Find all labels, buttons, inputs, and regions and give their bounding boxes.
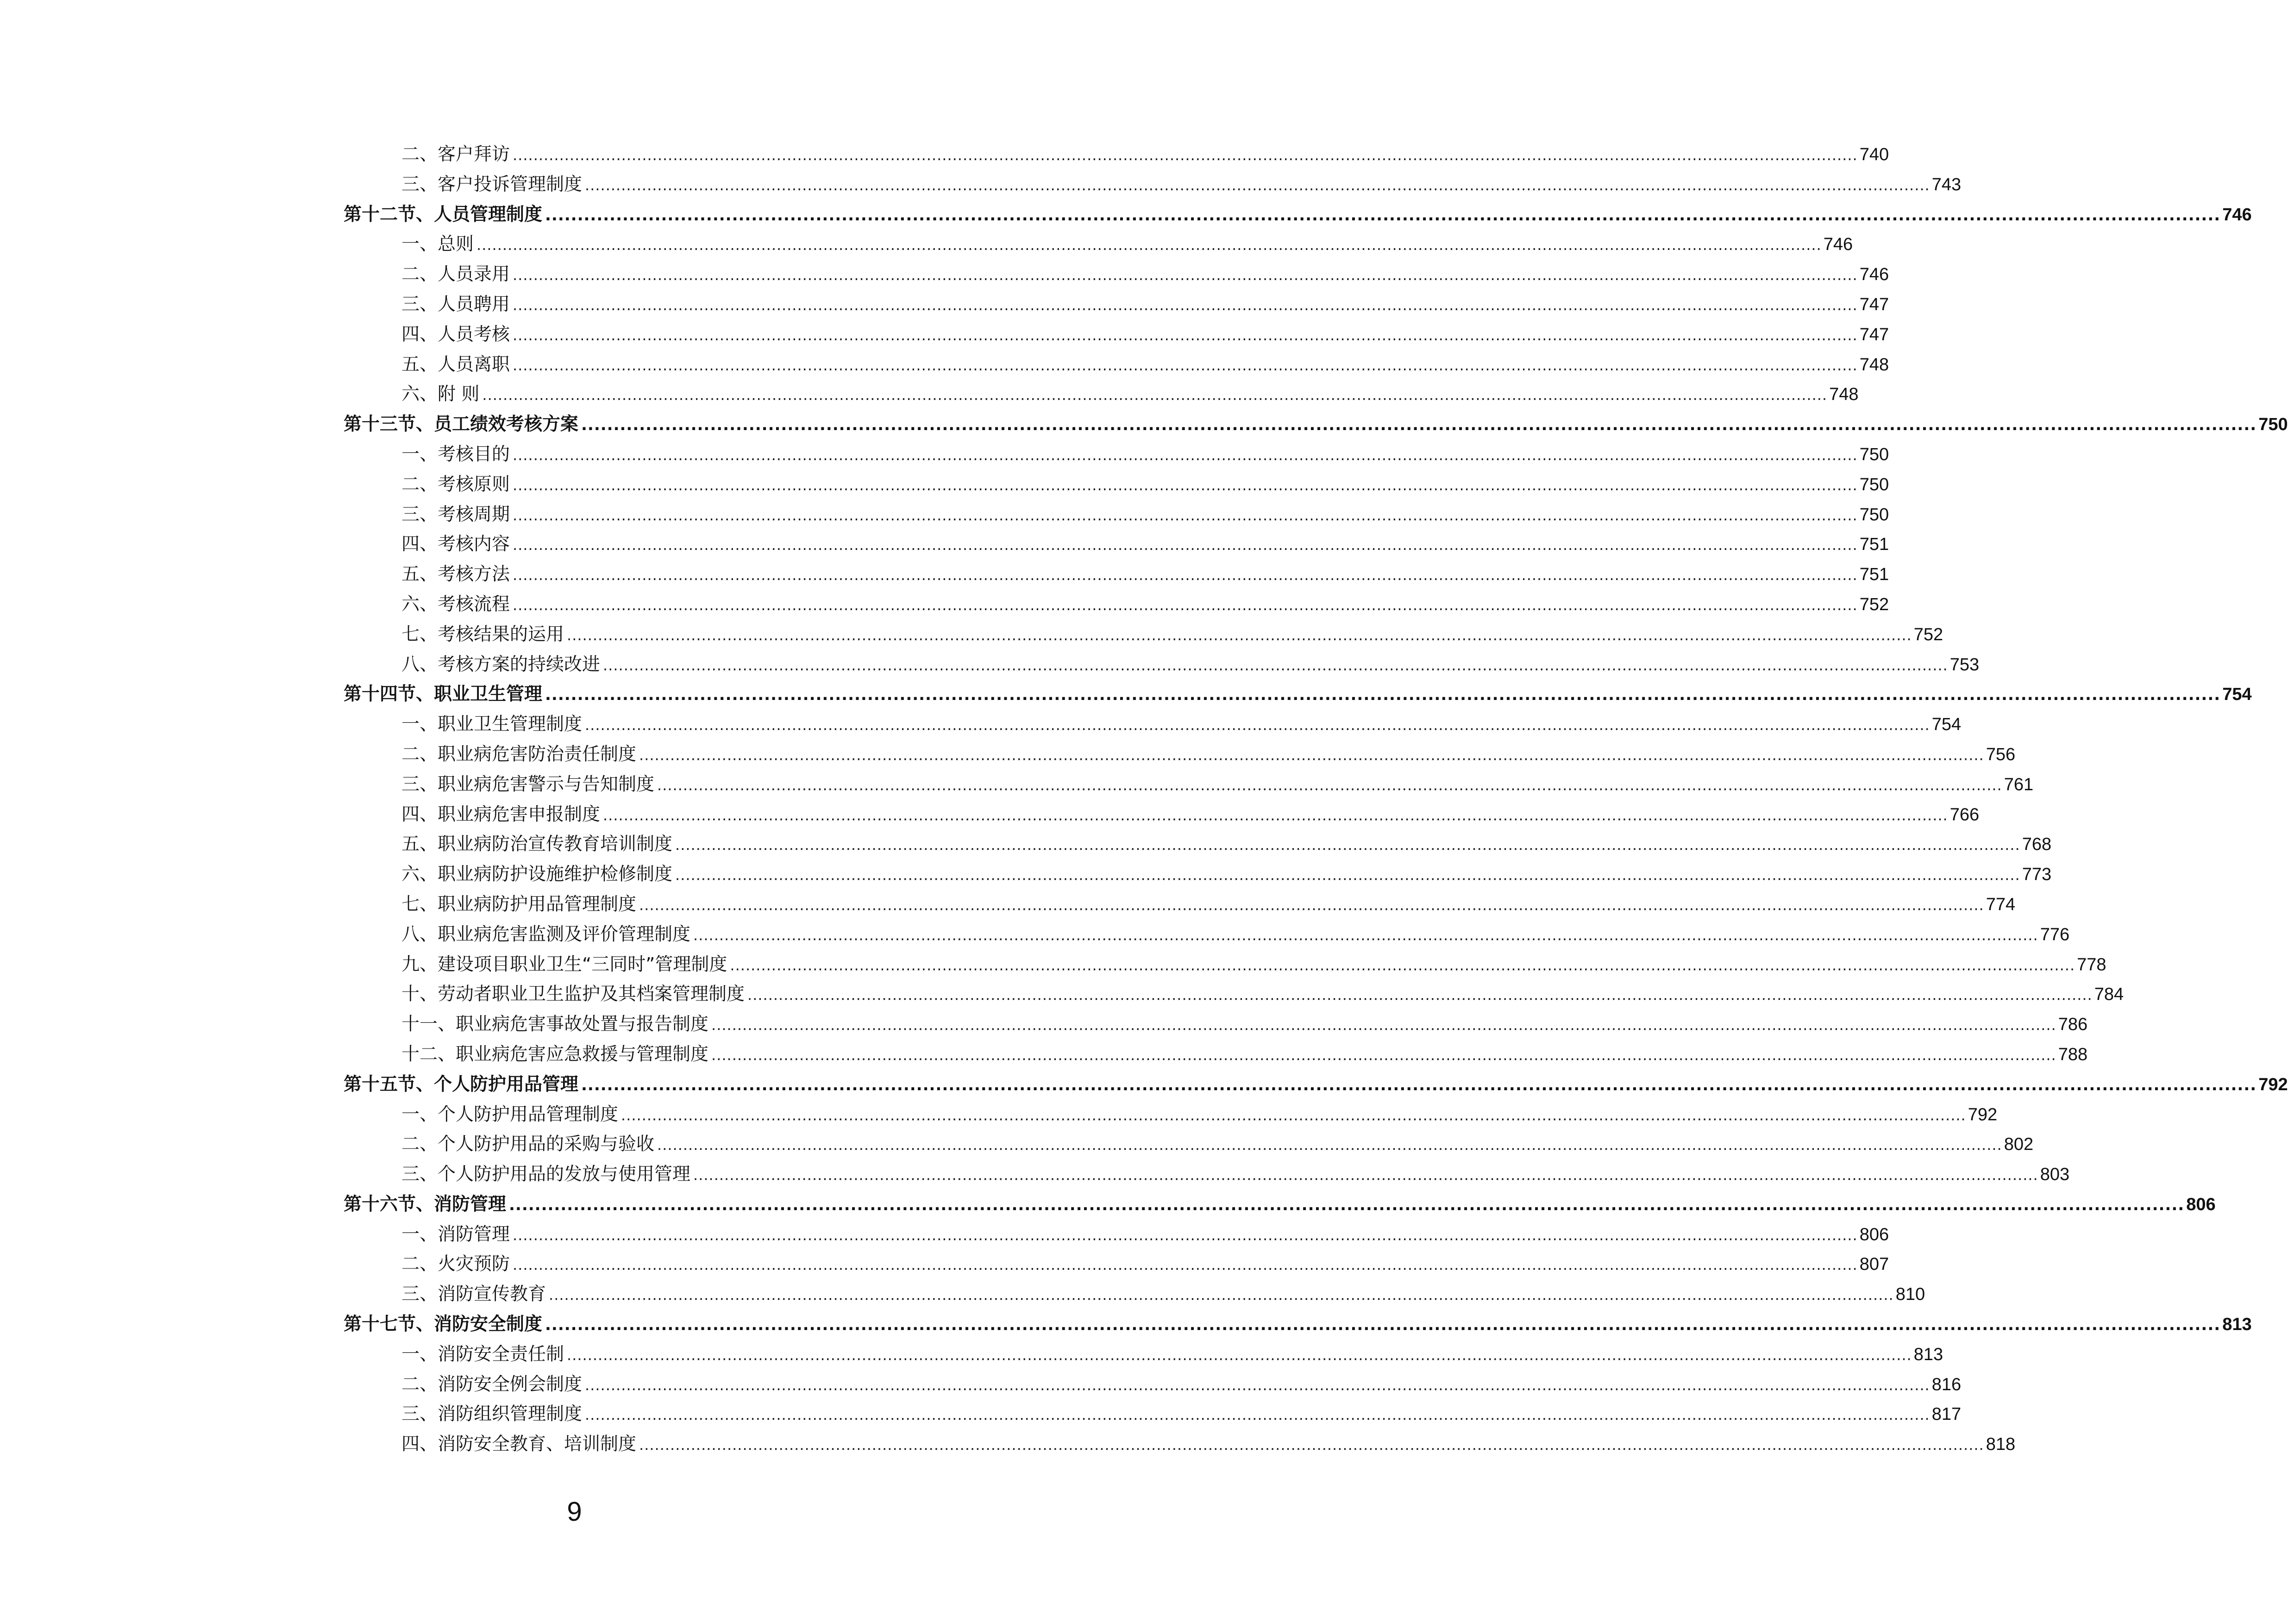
- toc-entry-title: 四、职业病危害申报制度: [401, 804, 601, 825]
- toc-entry-page: 818: [1986, 1435, 2016, 1455]
- toc-entry-page: 748: [1859, 355, 1889, 375]
- toc-entry-title: 二、消防安全例会制度: [401, 1374, 583, 1395]
- toc-entry-title: 第十五节、个人防护用品管理: [344, 1074, 579, 1095]
- toc-entry-page: 753: [1950, 655, 1980, 675]
- toc-dot-leader: ....................................................................................................................................................................................................................................................................: [549, 1286, 1894, 1304]
- toc-subsection-entry[interactable]: [344, 1220, 1889, 1250]
- toc-entry-page: 754: [1931, 715, 1962, 735]
- toc-dot-leader: ....................................................................................................................................................................................................................................................................: [693, 926, 2038, 944]
- toc-entry-page: 773: [2022, 865, 2052, 885]
- table-of-contents: [344, 140, 2288, 1460]
- toc-entry-title: 六、附 则: [401, 384, 480, 405]
- toc-subsection-entry[interactable]: [344, 1370, 1962, 1400]
- toc-subsection-entry[interactable]: [344, 440, 1889, 470]
- toc-subsection-entry[interactable]: [344, 1010, 2088, 1040]
- toc-dot-leader: ....................................................................................................................................................................................................................................................................: [730, 956, 2075, 974]
- toc-dot-leader: ....................................................................................................................................................................................................................................................................: [513, 596, 1858, 614]
- toc-entry-page: 750: [1859, 475, 1889, 494]
- toc-entry-page: 750: [1859, 505, 1889, 525]
- toc-entry-title: 一、考核目的: [401, 443, 510, 465]
- toc-entry-title: 三、个人防护用品的发放与使用管理: [401, 1164, 691, 1185]
- toc-subsection-entry[interactable]: [344, 740, 2016, 770]
- toc-subsection-entry[interactable]: [344, 230, 1853, 260]
- toc-entry-title: 四、人员考核: [401, 324, 510, 345]
- toc-entry-title: 八、考核方案的持续改进: [401, 654, 601, 675]
- toc-entry-page: 751: [1859, 565, 1889, 585]
- toc-dot-leader: ....................................................................................................................................................................................................................................................................: [476, 236, 1822, 254]
- toc-entry-title: 一、个人防护用品管理制度: [401, 1104, 619, 1125]
- toc-entry-title: 三、客户投诉管理制度: [401, 174, 583, 195]
- toc-entry-page: 778: [2077, 955, 2106, 974]
- toc-subsection-entry[interactable]: [344, 170, 1962, 200]
- toc-entry-title: 五、人员离职: [401, 354, 510, 375]
- toc-subsection-entry[interactable]: [344, 800, 1980, 830]
- toc-dot-leader: ....................................................................................................................................................................................................................................................................: [639, 896, 1984, 914]
- toc-entry-title: 二、客户拜访: [401, 144, 510, 165]
- toc-entry-title: 五、职业病防治宣传教育培训制度: [401, 834, 673, 855]
- toc-entry-page: 813: [2222, 1315, 2252, 1335]
- toc-entry-title: 第十七节、消防安全制度: [344, 1314, 543, 1335]
- toc-subsection-entry[interactable]: [344, 1160, 2070, 1190]
- toc-entry-page: 766: [1950, 805, 1980, 824]
- toc-entry-title: 二、火灾预防: [401, 1254, 510, 1275]
- toc-entry-page: 792: [1968, 1105, 1998, 1124]
- toc-entry-page: 792: [2258, 1074, 2288, 1094]
- toc-entry-page: 774: [1986, 894, 2016, 914]
- toc-entry-title: 十二、职业病危害应急救援与管理制度: [401, 1043, 709, 1065]
- toc-entry-title: 十一、职业病危害事故处置与报告制度: [401, 1014, 709, 1035]
- toc-entry-title: 九、建设项目职业卫生“三同时”管理制度: [401, 954, 727, 975]
- toc-dot-leader: ....................................................................................................................................................................................................................................................................: [657, 776, 2002, 794]
- toc-subsection-entry[interactable]: [344, 1430, 2016, 1460]
- toc-entry-title: 四、消防安全教育、培训制度: [401, 1434, 637, 1455]
- toc-entry-page: 746: [1859, 265, 1889, 285]
- toc-dot-leader: ....................................................................................................................................................................................................................................................................: [585, 716, 1930, 734]
- toc-subsection-entry[interactable]: [344, 920, 2070, 950]
- toc-section-entry[interactable]: [344, 1310, 2252, 1340]
- toc-dot-leader: ....................................................................................................................................................................................................................................................................: [509, 1195, 2185, 1214]
- toc-subsection-entry[interactable]: [344, 140, 1889, 170]
- toc-dot-leader: ....................................................................................................................................................................................................................................................................: [567, 1346, 1912, 1364]
- toc-entry-title: 三、消防宣传教育: [401, 1284, 546, 1305]
- toc-dot-leader: ....................................................................................................................................................................................................................................................................: [513, 266, 1858, 284]
- toc-entry-page: 747: [1859, 325, 1889, 344]
- toc-entry-title: 三、考核周期: [401, 504, 510, 525]
- toc-subsection-entry[interactable]: [344, 1100, 1998, 1130]
- toc-dot-leader: ....................................................................................................................................................................................................................................................................: [513, 356, 1858, 374]
- toc-dot-leader: ....................................................................................................................................................................................................................................................................: [545, 206, 2221, 225]
- toc-entry-page: 776: [2040, 924, 2070, 944]
- toc-subsection-entry[interactable]: [344, 890, 2016, 920]
- toc-dot-leader: ....................................................................................................................................................................................................................................................................: [581, 416, 2257, 435]
- toc-subsection-entry[interactable]: [344, 290, 1889, 320]
- toc-subsection-entry[interactable]: [344, 560, 1889, 590]
- toc-dot-leader: ....................................................................................................................................................................................................................................................................: [711, 1016, 2056, 1034]
- toc-subsection-entry[interactable]: [344, 710, 1962, 740]
- toc-subsection-entry[interactable]: [344, 1280, 1925, 1310]
- toc-entry-title: 第十四节、职业卫生管理: [344, 684, 543, 705]
- toc-entry-page: 816: [1931, 1374, 1962, 1394]
- toc-section-entry[interactable]: [344, 1190, 2216, 1220]
- toc-subsection-entry[interactable]: [344, 1399, 1962, 1430]
- toc-entry-page: 752: [1913, 625, 1943, 644]
- toc-entry-title: 一、消防管理: [401, 1224, 510, 1245]
- toc-dot-leader: ....................................................................................................................................................................................................................................................................: [639, 1436, 1984, 1454]
- toc-entry-title: 一、职业卫生管理制度: [401, 714, 583, 735]
- toc-entry-title: 五、考核方法: [401, 564, 510, 585]
- toc-subsection-entry[interactable]: [344, 1340, 1943, 1370]
- toc-dot-leader: ....................................................................................................................................................................................................................................................................: [621, 1106, 1966, 1124]
- toc-entry-title: 第十二节、人员管理制度: [344, 204, 543, 225]
- toc-entry-title: 第十六节、消防管理: [344, 1193, 507, 1215]
- toc-entry-page: 746: [2222, 205, 2252, 225]
- toc-entry-title: 三、消防组织管理制度: [401, 1404, 583, 1425]
- toc-entry-title: 三、人员聘用: [401, 294, 510, 315]
- toc-dot-leader: ....................................................................................................................................................................................................................................................................: [639, 746, 1984, 764]
- toc-entry-page: 751: [1859, 535, 1889, 555]
- toc-entry-title: 十、劳动者职业卫生监护及其档案管理制度: [401, 984, 745, 1005]
- toc-entry-page: 788: [2058, 1044, 2088, 1064]
- toc-dot-leader: ....................................................................................................................................................................................................................................................................: [581, 1075, 2257, 1094]
- toc-entry-page: 813: [1913, 1344, 1943, 1364]
- toc-dot-leader: ....................................................................................................................................................................................................................................................................: [747, 986, 2093, 1004]
- toc-dot-leader: ....................................................................................................................................................................................................................................................................: [513, 296, 1858, 314]
- toc-entry-title: 二、人员录用: [401, 264, 510, 285]
- toc-subsection-entry[interactable]: [344, 860, 2052, 890]
- toc-entry-page: 786: [2058, 1015, 2088, 1035]
- toc-entry-title: 六、职业病防护设施维护检修制度: [401, 864, 673, 885]
- toc-entry-title: 八、职业病危害监测及评价管理制度: [401, 924, 691, 945]
- toc-entry-title: 二、考核原则: [401, 474, 510, 495]
- toc-entry-page: 768: [2022, 835, 2052, 855]
- toc-dot-leader: ....................................................................................................................................................................................................................................................................: [513, 566, 1858, 584]
- toc-subsection-entry[interactable]: [344, 1249, 1889, 1280]
- toc-dot-leader: ....................................................................................................................................................................................................................................................................: [603, 656, 1948, 674]
- toc-dot-leader: ....................................................................................................................................................................................................................................................................: [603, 806, 1948, 824]
- toc-subsection-entry[interactable]: [344, 260, 1889, 290]
- toc-subsection-entry[interactable]: [344, 470, 1889, 500]
- toc-entry-page: 810: [1895, 1285, 1925, 1305]
- toc-entry-page: 802: [2004, 1135, 2034, 1155]
- toc-dot-leader: ....................................................................................................................................................................................................................................................................: [585, 176, 1930, 194]
- toc-entry-page: 756: [1986, 744, 2016, 764]
- toc-entry-page: 750: [2258, 415, 2288, 435]
- toc-subsection-entry[interactable]: [344, 980, 2124, 1010]
- toc-dot-leader: ....................................................................................................................................................................................................................................................................: [693, 1166, 2038, 1184]
- toc-entry-title: 四、考核内容: [401, 534, 510, 555]
- toc-subsection-entry[interactable]: [344, 350, 1889, 380]
- toc-section-entry[interactable]: [344, 410, 2288, 440]
- toc-entry-title: 三、职业病危害警示与告知制度: [401, 774, 655, 795]
- toc-subsection-entry[interactable]: [344, 500, 1889, 530]
- toc-subsection-entry[interactable]: [344, 1040, 2088, 1070]
- page-number: 9: [567, 1497, 582, 1527]
- toc-dot-leader: ....................................................................................................................................................................................................................................................................: [513, 1256, 1858, 1274]
- toc-dot-leader: ....................................................................................................................................................................................................................................................................: [585, 1376, 1930, 1394]
- toc-dot-leader: ....................................................................................................................................................................................................................................................................: [513, 1226, 1858, 1244]
- toc-dot-leader: ....................................................................................................................................................................................................................................................................: [567, 626, 1912, 644]
- toc-section-entry[interactable]: [344, 1070, 2288, 1100]
- toc-entry-title: 七、考核结果的运用: [401, 624, 564, 645]
- toc-entry-page: 754: [2222, 685, 2252, 705]
- toc-entry-page: 806: [1859, 1224, 1889, 1244]
- toc-subsection-entry[interactable]: [344, 530, 1889, 560]
- toc-entry-title: 一、消防安全责任制: [401, 1343, 564, 1365]
- toc-dot-leader: ....................................................................................................................................................................................................................................................................: [545, 686, 2221, 705]
- toc-entry-page: 817: [1931, 1405, 1962, 1424]
- toc-section-entry[interactable]: [344, 200, 2252, 230]
- toc-subsection-entry[interactable]: [344, 590, 1889, 620]
- toc-subsection-entry[interactable]: [344, 380, 1859, 410]
- toc-entry-title: 六、考核流程: [401, 593, 510, 615]
- toc-dot-leader: ....................................................................................................................................................................................................................................................................: [513, 536, 1858, 554]
- toc-subsection-entry[interactable]: [344, 1130, 2034, 1160]
- toc-entry-title: 第十三节、员工绩效考核方案: [344, 414, 579, 435]
- toc-entry-page: 806: [2186, 1194, 2216, 1214]
- toc-entry-title: 二、职业病危害防治责任制度: [401, 743, 637, 765]
- toc-subsection-entry[interactable]: [344, 650, 1980, 680]
- toc-entry-page: 761: [2004, 775, 2034, 794]
- toc-dot-leader: ....................................................................................................................................................................................................................................................................: [711, 1046, 2056, 1064]
- toc-dot-leader: ....................................................................................................................................................................................................................................................................: [513, 146, 1858, 164]
- toc-entry-page: 803: [2040, 1165, 2070, 1185]
- toc-subsection-entry[interactable]: [344, 770, 2034, 800]
- toc-entry-page: 743: [1931, 175, 1962, 194]
- toc-dot-leader: ....................................................................................................................................................................................................................................................................: [657, 1136, 2002, 1154]
- toc-entry-page: 750: [1859, 444, 1889, 464]
- toc-entry-page: 748: [1829, 385, 1859, 405]
- toc-subsection-entry[interactable]: [344, 620, 1943, 650]
- toc-dot-leader: ....................................................................................................................................................................................................................................................................: [513, 506, 1858, 524]
- toc-dot-leader: ....................................................................................................................................................................................................................................................................: [513, 326, 1858, 344]
- toc-entry-page: 740: [1859, 145, 1889, 164]
- toc-section-entry[interactable]: [344, 680, 2252, 710]
- toc-entry-page: 784: [2094, 985, 2124, 1005]
- toc-subsection-entry[interactable]: [344, 320, 1889, 350]
- toc-entry-page: 807: [1859, 1255, 1889, 1274]
- toc-dot-leader: ....................................................................................................................................................................................................................................................................: [585, 1406, 1930, 1424]
- toc-dot-leader: ....................................................................................................................................................................................................................................................................: [545, 1316, 2221, 1335]
- toc-entry-title: 七、职业病防护用品管理制度: [401, 893, 637, 915]
- toc-entry-title: 一、总则: [401, 234, 474, 255]
- toc-subsection-entry[interactable]: [344, 950, 2106, 980]
- toc-dot-leader: ....................................................................................................................................................................................................................................................................: [513, 476, 1858, 494]
- toc-dot-leader: ....................................................................................................................................................................................................................................................................: [675, 866, 2020, 884]
- toc-dot-leader: ....................................................................................................................................................................................................................................................................: [675, 836, 2020, 854]
- toc-entry-page: 752: [1859, 594, 1889, 614]
- toc-entry-page: 747: [1859, 294, 1889, 314]
- toc-dot-leader: ....................................................................................................................................................................................................................................................................: [482, 386, 1828, 404]
- toc-entry-page: 746: [1823, 235, 1853, 255]
- toc-dot-leader: ....................................................................................................................................................................................................................................................................: [513, 446, 1858, 464]
- toc-entry-title: 二、个人防护用品的采购与验收: [401, 1134, 655, 1155]
- toc-subsection-entry[interactable]: [344, 830, 2052, 860]
